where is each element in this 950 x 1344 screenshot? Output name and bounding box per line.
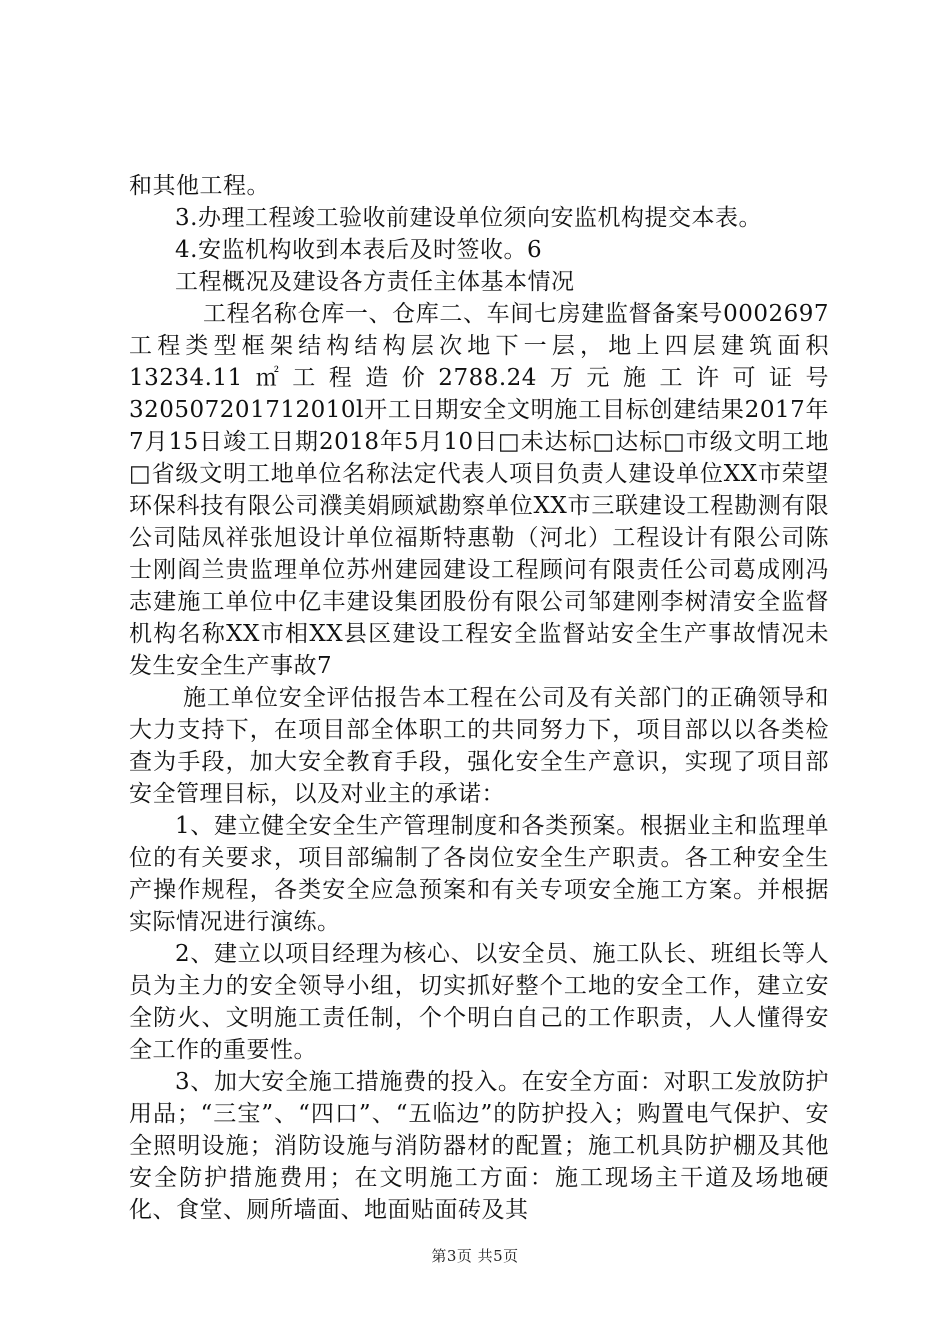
- measure-item-2: 2、建立以项目经理为核心、以安全员、施工队长、班组长等人员为主力的安全领导小组，切实抓好整个工地的安全工作，建立安全防火、文明施工责任制，个个明白自己的工作职责，人人懂得安全工作的重要性。: [129, 941, 829, 1063]
- paragraph-item-4: 4.安监机构收到本表后及时签收。6: [175, 237, 543, 263]
- paragraph-continuation: 和其他工程。: [129, 173, 270, 199]
- project-overview-paragraph: 工程名称仓库一、仓库二、车间七房建监督备案号0002697工程类型框架结构结构层次地下一层，地上四层建筑面积13234.11㎡工程造价2788.24万元施工许可证号320507201712010l开工日期安全文明施工目标创建结果2017年7月15日竣工日期2018年5月10日□未达标□达标□市级文明工地□省级文明工地单位名称法定代表人项目负责人建设单位XX市荣望环保科技有限公司濮美娟顾斌勘察单位XX市三联建设工程勘测有限公司陆凤祥张旭设计单位福斯特惠勒（河北）工程设计有限公司陈士刚阎兰贵监理单位苏州建园建设工程顾问有限责任公司葛成刚冯志建施工单位中亿丰建设集团股份有限公司邹建刚李树清安全监督机构名称XX市相XX县区建设工程安全监督站安全生产事故情况未发生安全生产事故7: [129, 301, 829, 679]
- measure-item-1: 1、建立健全安全生产管理制度和各类预案。根据业主和监理单位的有关要求，项目部编制了各岗位安全生产职责。各工种安全生产操作规程，各类安全应急预案和有关专项安全施工方案。并根据实际情况进行演练。: [129, 813, 829, 935]
- document-body: [129, 170, 829, 1226]
- section-heading: 工程概况及建设各方责任主体基本情况: [175, 269, 575, 295]
- page-number-footer: 第3页 共5页: [431, 1247, 519, 1265]
- paragraph-item-3: 3.办理工程竣工验收前建设单位须向安监机构提交本表。: [175, 205, 762, 231]
- safety-report-paragraph: 施工单位安全评估报告本工程在公司及有关部门的正确领导和大力支持下，在项目部全体职工的共同努力下，项目部以以各类检查为手段，加大安全教育手段，强化安全生产意识，实现了项目部安全管理目标，以及对业主的承诺：: [129, 685, 829, 807]
- measure-item-3: 3、加大安全施工措施费的投入。在安全方面：对职工发放防护用品；“三宝”、“四口”、“五临边”的防护投入；购置电气保护、安全照明设施；消防设施与消防器材的配置；施工机具防护棚及其他安全防护措施费用；在文明施工方面：施工现场主干道及场地硬化、食堂、厕所墙面、地面贴面砖及其: [129, 1069, 829, 1223]
